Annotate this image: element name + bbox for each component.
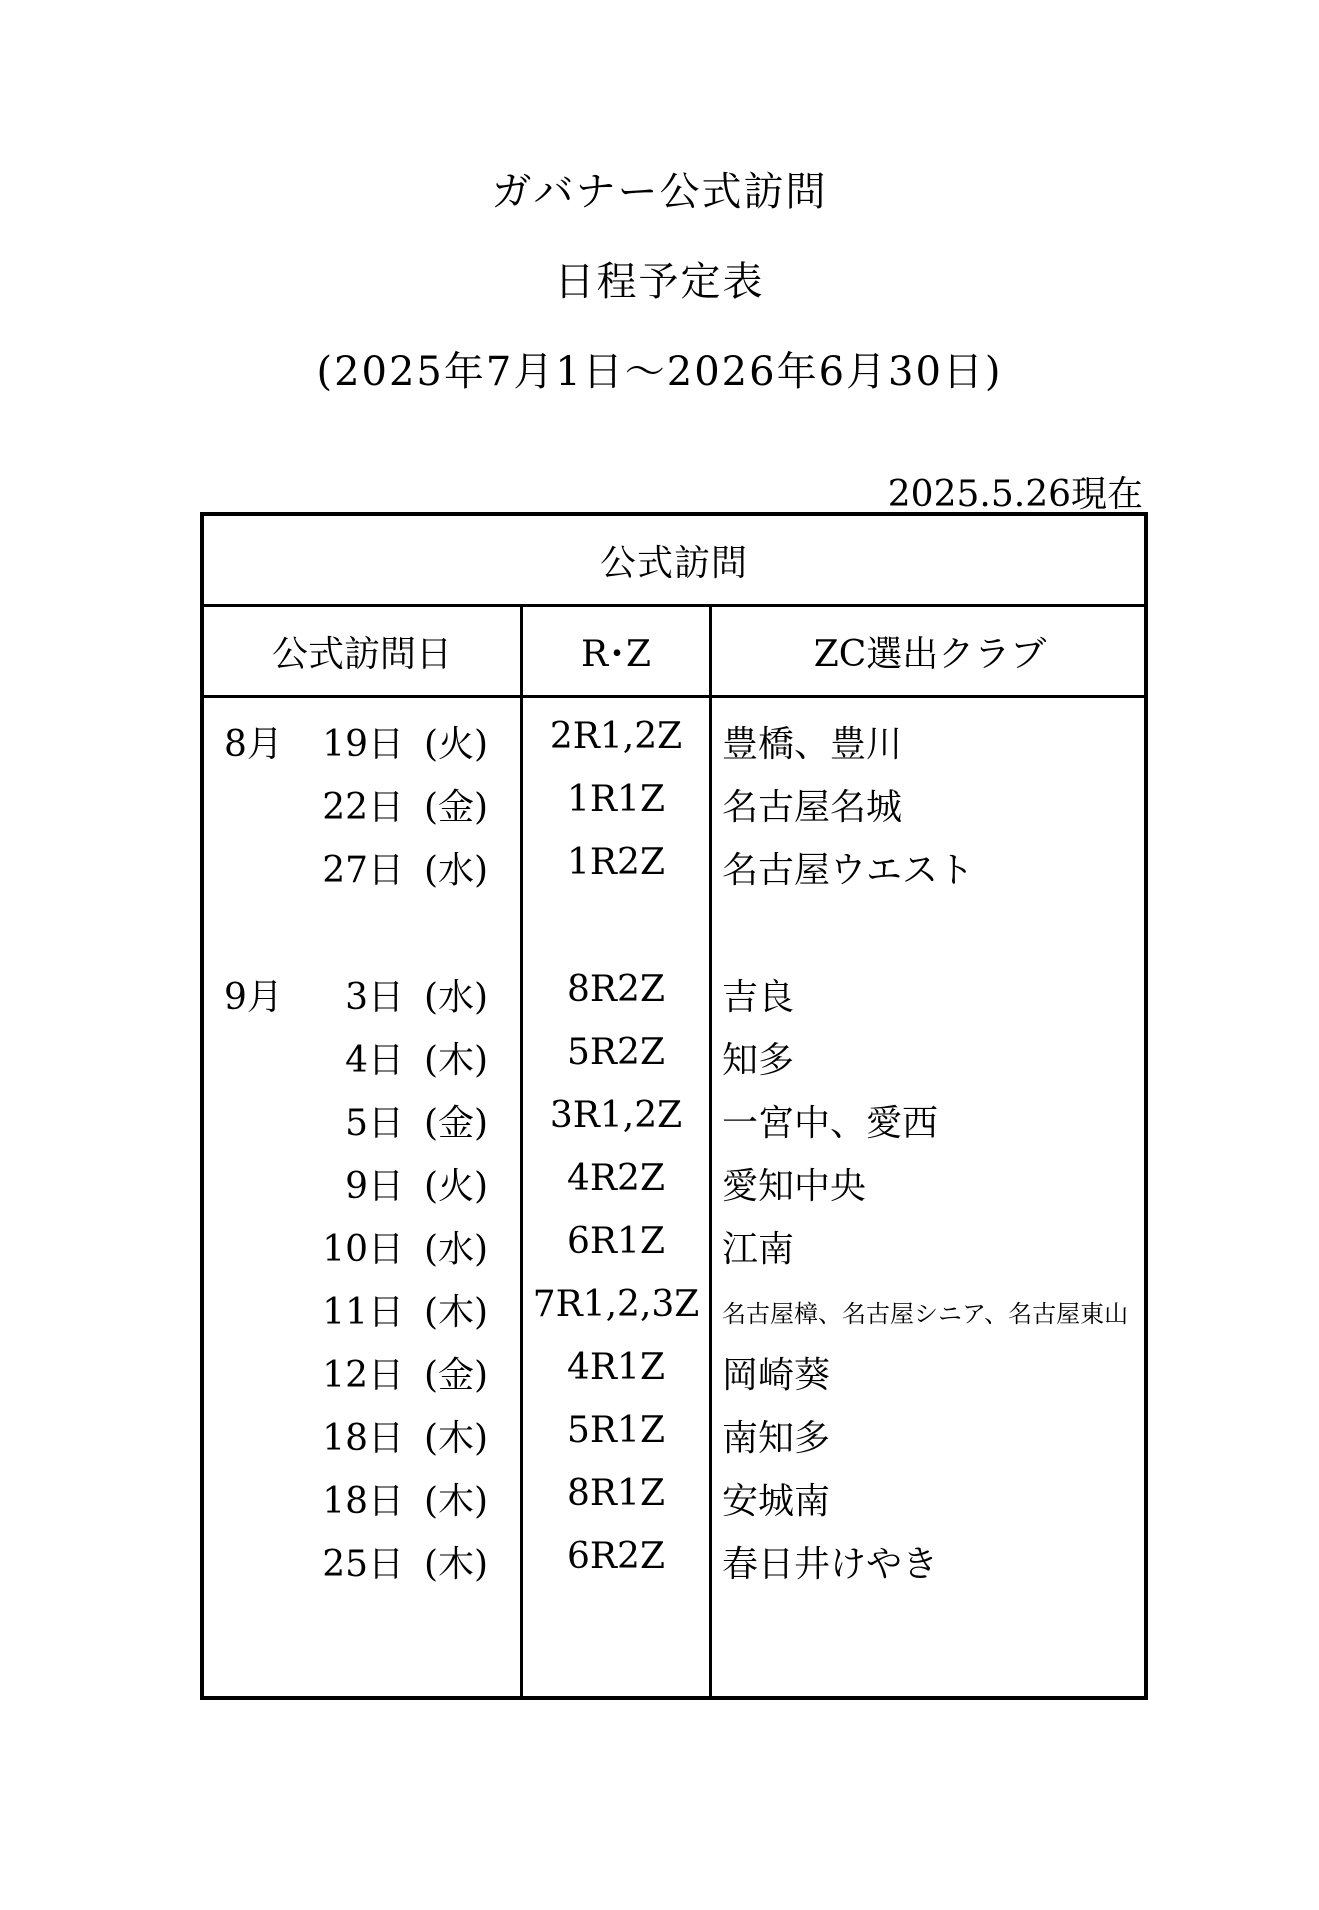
row-weekday: (火) xyxy=(424,724,489,765)
row-day: 5日 xyxy=(345,1103,404,1144)
row-day: 25日 xyxy=(322,1544,404,1585)
row-weekday: (火) xyxy=(424,1166,489,1207)
row-weekday: (金) xyxy=(424,787,489,828)
row-club: 一宮中、愛西 xyxy=(722,1103,939,1144)
row-club: 名古屋樟、名古屋シニア、名古屋東山 xyxy=(722,1300,1129,1328)
table-row xyxy=(204,1085,1144,1148)
row-club: 愛知中央 xyxy=(722,1166,867,1207)
table-row xyxy=(204,769,1144,832)
row-day: 11日 xyxy=(322,1292,404,1333)
row-weekday: (水) xyxy=(424,977,489,1018)
table-row xyxy=(204,1148,1144,1211)
row-day: 18日 xyxy=(322,1418,404,1459)
doc-period: (2025年7月1日～2026年6月30日) xyxy=(316,349,1003,395)
row-rz: 5R2Z xyxy=(567,1032,665,1073)
row-club: 豊橋、豊川 xyxy=(722,724,903,765)
table-row xyxy=(204,1463,1144,1526)
row-rz: 7R1,2,3Z xyxy=(532,1284,700,1325)
row-weekday: (水) xyxy=(424,1229,489,1270)
schedule-table xyxy=(200,512,1148,1700)
row-month: 8月 xyxy=(224,724,283,765)
row-day: 19日 xyxy=(322,724,404,765)
row-month: 9月 xyxy=(224,977,283,1018)
row-day: 9日 xyxy=(345,1166,404,1207)
row-rz: 2R1,2Z xyxy=(549,716,683,757)
divider xyxy=(204,695,1144,698)
row-rz: 3R1,2Z xyxy=(549,1095,683,1136)
as-of-date: 2025.5.26現在 xyxy=(887,474,1143,515)
row-club: 名古屋名城 xyxy=(722,787,903,828)
row-rz: 8R2Z xyxy=(567,969,665,1010)
table-row xyxy=(204,1400,1144,1463)
table-row xyxy=(204,832,1144,895)
col-header-date: 公式訪問日 xyxy=(271,633,452,675)
row-club: 春日井けやき xyxy=(722,1544,939,1585)
row-club: 江南 xyxy=(722,1229,795,1270)
table-row xyxy=(204,706,1144,769)
row-rz: 5R1Z xyxy=(567,1410,665,1451)
col-header-club: ZC選出クラブ xyxy=(813,633,1047,675)
row-rz: 1R2Z xyxy=(567,842,665,883)
row-day: 3日 xyxy=(345,977,404,1018)
row-day: 18日 xyxy=(322,1481,404,1522)
row-day: 22日 xyxy=(322,787,404,828)
row-day: 12日 xyxy=(322,1355,404,1396)
table-row xyxy=(204,1274,1144,1337)
row-weekday: (木) xyxy=(424,1418,489,1459)
row-weekday: (木) xyxy=(424,1544,489,1585)
row-rz: 6R2Z xyxy=(567,1536,665,1577)
table-row xyxy=(204,959,1144,1022)
table-row xyxy=(204,1337,1144,1400)
doc-title: ガバナー公式訪問 xyxy=(491,169,828,215)
row-day: 27日 xyxy=(322,850,404,891)
row-rz: 4R2Z xyxy=(567,1158,665,1199)
row-day: 10日 xyxy=(322,1229,404,1270)
row-weekday: (金) xyxy=(424,1355,489,1396)
table-row xyxy=(204,1211,1144,1274)
row-rz: 8R1Z xyxy=(567,1473,665,1514)
row-weekday: (木) xyxy=(424,1040,489,1081)
row-weekday: (金) xyxy=(424,1103,489,1144)
table-row xyxy=(204,1022,1144,1085)
row-club: 安城南 xyxy=(722,1481,831,1522)
table-row xyxy=(204,1526,1144,1589)
row-weekday: (木) xyxy=(424,1481,489,1522)
col-header-rz: R･Z xyxy=(580,633,652,675)
row-club: 南知多 xyxy=(722,1418,831,1459)
row-day: 4日 xyxy=(345,1040,404,1081)
row-weekday: (水) xyxy=(424,850,489,891)
row-rz: 6R1Z xyxy=(567,1221,665,1262)
row-club: 名古屋ウエスト xyxy=(722,850,975,891)
row-club: 知多 xyxy=(722,1040,795,1081)
doc-subtitle: 日程予定表 xyxy=(554,259,765,305)
row-club: 岡崎葵 xyxy=(722,1355,831,1396)
row-club: 吉良 xyxy=(722,977,795,1018)
row-rz: 4R1Z xyxy=(567,1347,665,1388)
section-header: 公式訪問 xyxy=(599,542,748,584)
row-rz: 1R1Z xyxy=(567,779,665,820)
row-weekday: (木) xyxy=(424,1292,489,1333)
